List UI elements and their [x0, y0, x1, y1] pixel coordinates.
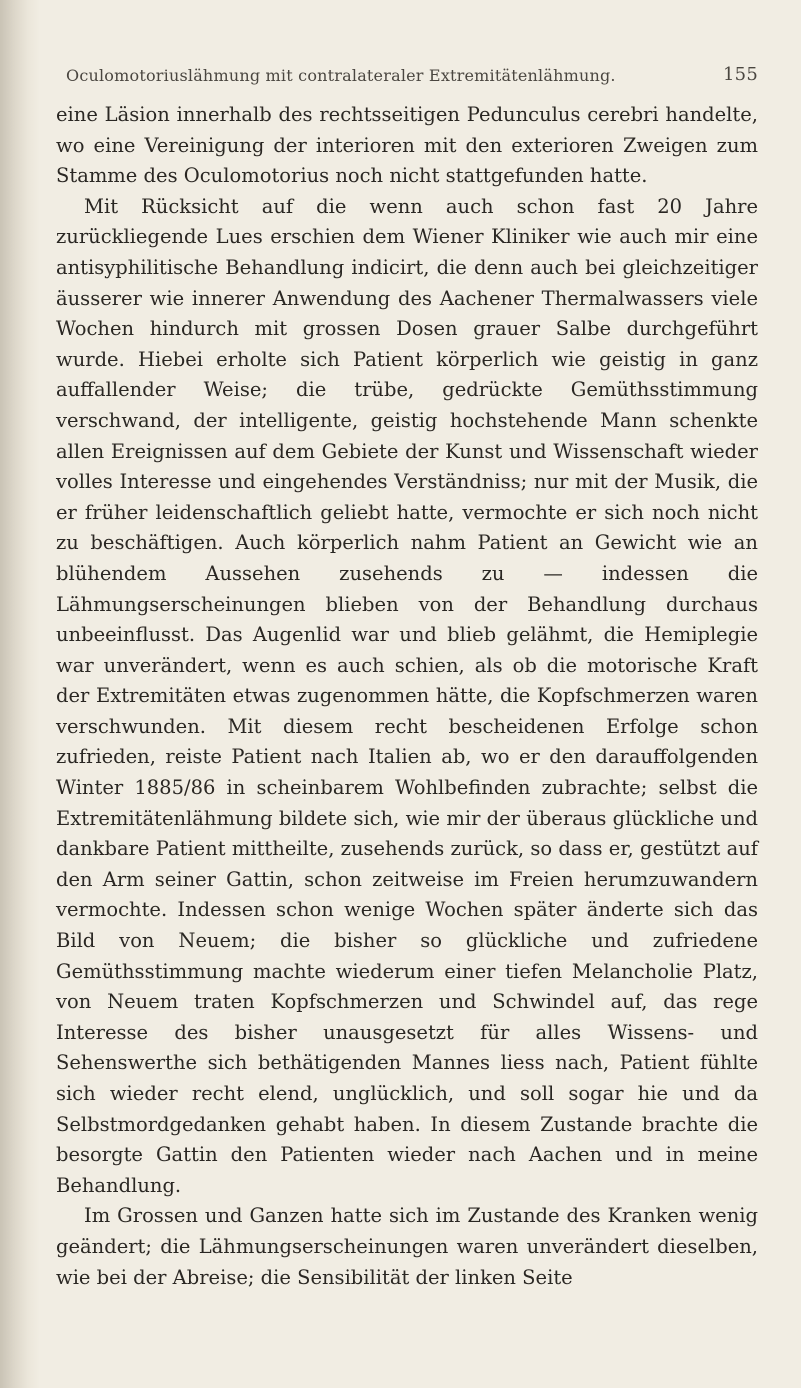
paragraph-treatment: Mit Rücksicht auf die wenn auch schon fast 20 Jahre zurückliegende Lues erschien dem Wiener Kliniker wie auch mir eine antisyphilitische Behandlung indicirt, die denn auch bei gleichzeitiger äusserer wie innerer Anwendung des Aachener Thermalwassers viele Wochen hindurch mit grossen Dosen grauer Salbe durchgeführt wurde. Hiebei erholte sich Patient körperlich wie geistig in ganz auffallender Weise; die trübe, gedrückte Gemüthsstimmung verschwand, der intelligente, geistig hochstehende Mann schenkte allen Ereignissen auf dem Gebiete der Kunst und Wissenschaft wieder volles Interesse und eingehendes Verständniss; nur mit der Musik, die er früher leidenschaftlich geliebt hatte, vermochte er sich noch nicht zu beschäftigen. Auch körperlich nahm Patient an Gewicht wie an blühendem Aussehen zusehends zu — indessen die Lähmungserscheinungen blieben von der Behandlung durchaus unbeeinflusst. Das Augenlid war und blieb gelähmt, die Hemiplegie war unverändert, wenn es auch schien, als ob die motorische Kraft der Extremitäten etwas zugenommen hätte, die Kopfschmerzen waren verschwunden. Mit diesem recht bescheidenen Erfolge schon zufrieden, reiste Patient nach Italien ab, wo er den darauffolgenden Winter 1885/86 in scheinbarem Wohlbefinden zubrachte; selbst die Extremitätenlähmung bildete sich, wie mir der überaus glückliche und dankbare Patient mittheilte, zusehends zurück, so dass er, gestützt auf den Arm seiner Gattin, schon zeitweise im Freien herumzuwandern vermochte. Indessen schon wenige Wochen später änderte sich das Bild von Neuem; die bisher so glückliche und zufriedene Gemüthsstimmung machte wiederum einer tiefen Melancholie Platz, von Neuem traten Kopfschmerzen und Schwindel auf, das rege Interesse des bisher unausgesetzt für alles Wissens- und Sehenswerthe sich bethätigenden Mannes liess nach, Patient fühlte sich wieder recht elend, unglücklich, und soll sogar hie und da Selbstmordgedanken gehabt haben. In diesem Zustande brachte die besorgte Gattin den Patienten wieder nach Aachen und in meine Behandlung.: [56, 194, 758, 1197]
running-head: [56, 66, 758, 96]
book-page: [56, 66, 758, 1293]
paragraph-status: Im Grossen und Ganzen hatte sich im Zustande des Kranken wenig geändert; die Lähmungserscheinungen waren unverändert dieselben, wie bei der Abreise; die Sensibilität der linken Seite: [56, 1204, 758, 1289]
page-number: 155: [723, 64, 758, 85]
running-head-title: Oculomotoriuslähmung mit contralateraler Extremitätenlähmung.: [66, 66, 616, 85]
body-text: [56, 100, 758, 1293]
page-binding-shadow: [0, 0, 40, 1388]
paragraph-continuation: eine Läsion innerhalb des rechtsseitigen Pedunculus cerebri handelte, wo eine Vereinigung der interioren mit den exterioren Zweigen zum Stamme des Oculomotorius noch nicht stattgefunden hatte.: [56, 103, 758, 188]
